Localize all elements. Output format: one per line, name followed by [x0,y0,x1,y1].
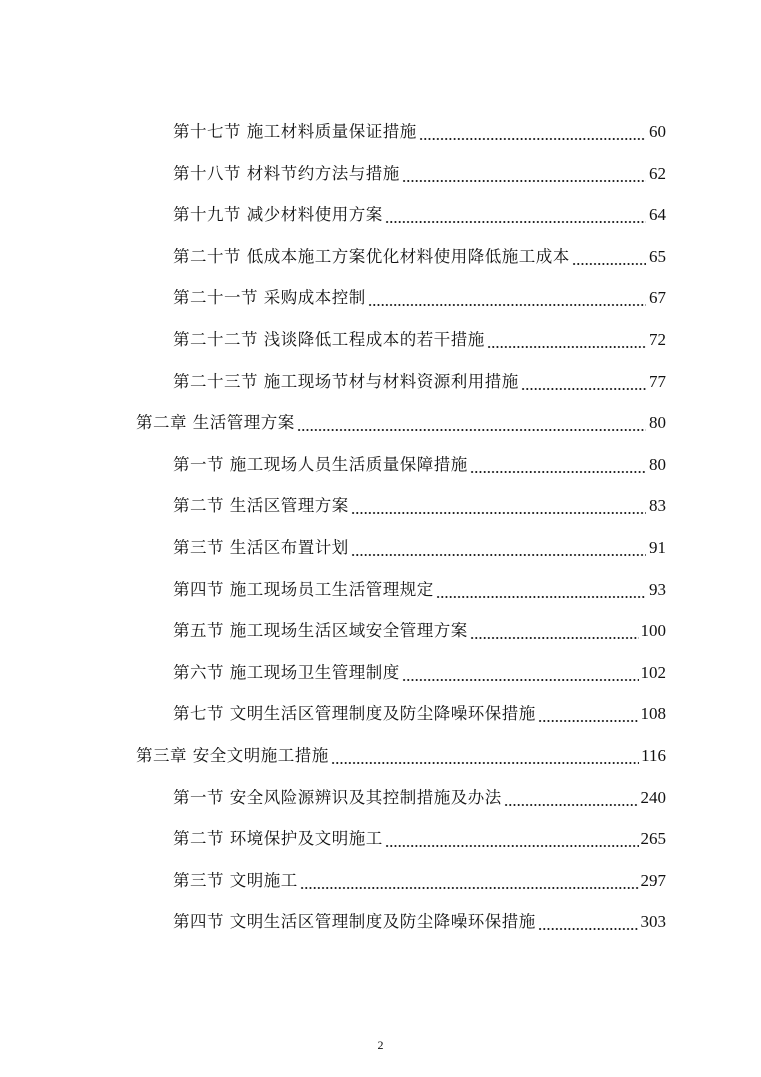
toc-dot-leader [368,304,646,306]
toc-entry-title: 第二十三节 施工现场节材与材料资源利用措施 [173,371,519,391]
toc-entry-title: 第二十节 低成本施工方案优化材料使用降低施工成本 [173,246,570,266]
toc-dot-leader [402,679,639,681]
toc-dot-leader [297,429,646,431]
toc-entry-page-number: 67 [649,288,666,308]
toc-entry-title: 第三节 生活区布置计划 [173,538,349,557]
toc-entry-title: 第二节 环境保护及文明施工 [173,829,383,849]
toc-entry-title: 第二十一节 采购成本控制 [173,288,366,308]
toc-entry-title: 第五节 施工现场生活区域安全管理方案 [173,621,468,641]
toc-entry-title: 第七节 文明生活区管理制度及防尘降噪环保措施 [173,704,536,724]
toc-dot-leader [351,554,646,556]
toc-entry-page-number: 91 [649,538,666,557]
toc-chapter-entry[interactable] [136,407,666,439]
toc-dot-leader [351,512,646,514]
toc-section-entry[interactable] [173,449,666,481]
toc-dot-leader [538,928,639,930]
toc-dot-leader [331,762,639,764]
toc-section-entry[interactable] [173,865,666,897]
toc-entry-title: 第十九节 减少材料使用方案 [173,205,383,225]
toc-entry-page-number: 240 [640,787,666,807]
toc-entry-title: 第二章 生活管理方案 [136,413,295,433]
toc-section-entry[interactable] [173,698,666,730]
toc-section-entry[interactable] [173,906,666,938]
toc-entry-title: 第一节 安全风险源辨识及其控制措施及办法 [173,787,502,807]
toc-entry-title: 第一节 施工现场人员生活质量保障措施 [173,454,468,474]
toc-entry-page-number: 60 [649,122,666,141]
toc-entry-page-number: 265 [640,829,666,849]
toc-dot-leader [300,887,639,889]
toc-entry-page-number: 83 [649,496,666,516]
toc-dot-leader [470,471,646,473]
toc-entry-page-number: 108 [640,704,666,724]
toc-entry-page-number: 65 [649,246,666,266]
toc-entry-page-number: 77 [649,371,666,391]
toc-entry-title: 第四节 文明生活区管理制度及防尘降噪环保措施 [173,912,536,932]
toc-entry-title: 第二十二节 浅谈降低工程成本的若干措施 [173,330,485,349]
toc-dot-leader [521,388,646,390]
toc-section-entry[interactable] [173,782,666,814]
toc-entry-page-number: 80 [649,413,666,433]
toc-entry-title: 第三章 安全文明施工措施 [136,746,329,765]
toc-entry-title: 第三节 文明施工 [173,870,298,890]
toc-section-entry[interactable] [173,158,666,190]
toc-section-entry[interactable] [173,241,666,273]
toc-dot-leader [436,596,646,598]
toc-section-entry[interactable] [173,532,666,564]
toc-entry-page-number: 102 [640,662,666,682]
toc-section-entry[interactable] [173,324,666,356]
page-number: 2 [377,1038,384,1052]
toc-entry-title: 第十八节 材料节约方法与措施 [173,163,400,183]
toc-entry-page-number: 72 [649,330,666,349]
toc-dot-leader [470,637,639,639]
toc-entry-page-number: 64 [649,205,666,225]
toc-entry-page-number: 100 [640,621,666,641]
toc-section-entry[interactable] [173,574,666,606]
toc-section-entry[interactable] [173,116,666,148]
toc-entry-page-number: 297 [640,870,666,890]
toc-entry-title: 第二节 生活区管理方案 [173,496,349,516]
toc-section-entry[interactable] [173,366,666,398]
toc-chapter-entry[interactable] [136,740,666,772]
toc-entry-page-number: 303 [640,912,666,932]
toc-dot-leader [385,845,639,847]
toc-dot-leader [538,720,639,722]
toc-section-entry[interactable] [173,823,666,855]
toc-dot-leader [402,180,646,182]
toc-dot-leader [504,804,639,806]
toc-dot-leader [419,138,646,140]
toc-dot-leader [385,221,646,223]
toc-dot-leader [487,346,646,348]
toc-entry-page-number: 62 [649,163,666,183]
toc-entry-title: 第四节 施工现场员工生活管理规定 [173,579,434,599]
toc-section-entry[interactable] [173,615,666,647]
toc-section-entry[interactable] [173,490,666,522]
toc-entry-page-number: 93 [649,579,666,599]
toc-section-entry[interactable] [173,199,666,231]
toc-section-entry[interactable] [173,657,666,689]
toc-entry-title: 第六节 施工现场卫生管理制度 [173,662,400,682]
toc-entry-page-number: 80 [649,454,666,474]
toc-dot-leader [572,263,646,265]
toc-entry-page-number: 116 [641,746,666,765]
toc-section-entry[interactable] [173,282,666,314]
toc-entry-title: 第十七节 施工材料质量保证措施 [173,122,417,141]
